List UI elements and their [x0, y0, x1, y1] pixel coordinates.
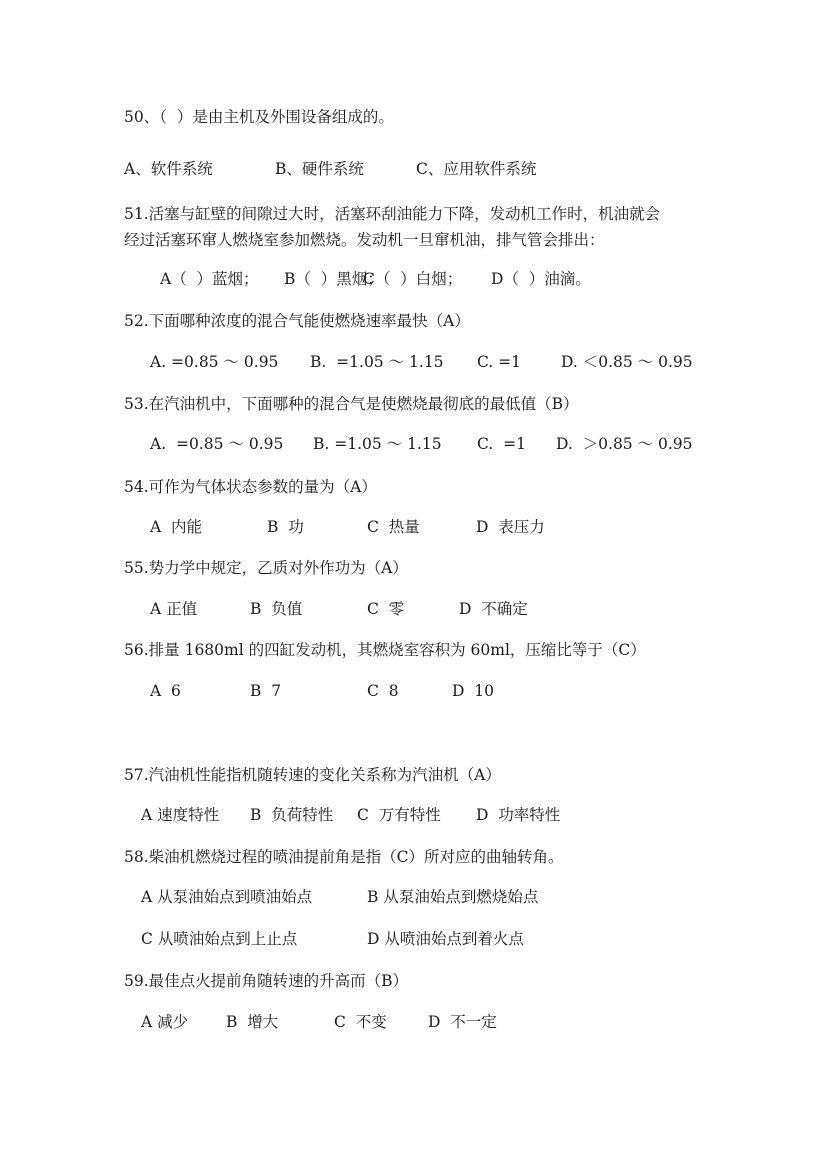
answer-option: A 正值	[150, 600, 198, 618]
answer-option: B、硬件系统	[275, 160, 364, 178]
question-stem: 54.可作为气体状态参数的量为（A）	[124, 478, 377, 496]
answer-option: C 8	[367, 682, 399, 700]
answer-option: A. =0.85 ～ 0.95	[150, 435, 284, 453]
answer-option: D（ ）油滴。	[491, 270, 591, 288]
question-stem: 53.在汽油机中，下面哪种的混合气是使燃烧最彻底的最低值（B）	[124, 395, 579, 413]
answer-option: C. =1	[477, 353, 522, 371]
answer-option: A（ ）蓝烟；	[160, 270, 259, 288]
question-stem: 52.下面哪种浓度的混合气能使燃烧速率最快（A）	[124, 312, 470, 330]
answer-option: D 10	[452, 682, 495, 700]
answer-option: C 万有特性	[357, 806, 441, 824]
answer-option: A 6	[150, 682, 181, 700]
question-stem: 55.势力学中规定，乙质对外作功为（A）	[124, 559, 408, 577]
answer-option: D 从喷油始点到着火点	[367, 930, 524, 948]
answer-option: C. =1	[477, 435, 526, 453]
answer-option: C 零	[367, 600, 405, 618]
answer-option: C 不变	[334, 1013, 387, 1031]
question-stem: 经过活塞环窜人燃烧室参加燃烧。发动机一旦窜机油，排气管会排出：	[124, 231, 605, 249]
answer-option: A 减少	[141, 1013, 189, 1031]
answer-option: B 7	[250, 682, 282, 700]
answer-option: C 从喷油始点到上止点	[141, 930, 298, 948]
answer-option: B 增大	[226, 1013, 279, 1031]
question-stem: 51.活塞与缸壁的间隙过大时，活塞环刮油能力下降，发动机工作时，机油就会	[124, 205, 661, 223]
answer-option: B. =1.05 ～ 1.15	[310, 353, 444, 371]
answer-option: B 负荷特性	[250, 806, 334, 824]
question-stem: 57.汽油机性能指机随转速的变化关系称为汽油机（A）	[124, 766, 501, 784]
answer-option: B 负值	[250, 600, 303, 618]
answer-option: B（ ）黑烟；	[284, 270, 383, 288]
answer-option: A 从泵油始点到喷油始点	[141, 888, 313, 906]
answer-option: A 内能	[150, 518, 203, 536]
answer-option: A 速度特性	[141, 806, 220, 824]
answer-option: C 热量	[367, 518, 420, 536]
question-stem: 59.最佳点火提前角随转速的升高而（B）	[124, 972, 409, 990]
answer-option: D 表压力	[476, 518, 545, 536]
answer-option: D 功率特性	[476, 806, 561, 824]
question-stem: 56.排量 1680ml 的四缸发动机，其燃烧室容积为 60ml，压缩比等于（C）	[124, 641, 646, 659]
answer-option: B. =1.05 ～ 1.15	[313, 435, 442, 453]
answer-option: C（ ）白烟；	[363, 270, 463, 288]
answer-option: A. =0.85 ～ 0.95	[150, 353, 279, 371]
answer-option: D. ＞0.85 ～ 0.95	[556, 435, 693, 453]
answer-option: B 功	[267, 518, 304, 536]
question-stem: 50、（ ）是由主机及外围设备组成的。	[124, 108, 394, 126]
question-stem: 58.柴油机燃烧过程的喷油提前角是指（C）所对应的曲轴转角。	[124, 848, 564, 866]
answer-option: D 不一定	[428, 1013, 497, 1031]
answer-option: C、应用软件系统	[416, 160, 537, 178]
answer-option: D 不确定	[459, 600, 528, 618]
answer-option: B 从泵油始点到燃烧始点	[367, 888, 539, 906]
answer-option: D. ＜0.85 ～ 0.95	[561, 353, 693, 371]
answer-option: A、软件系统	[124, 160, 213, 178]
